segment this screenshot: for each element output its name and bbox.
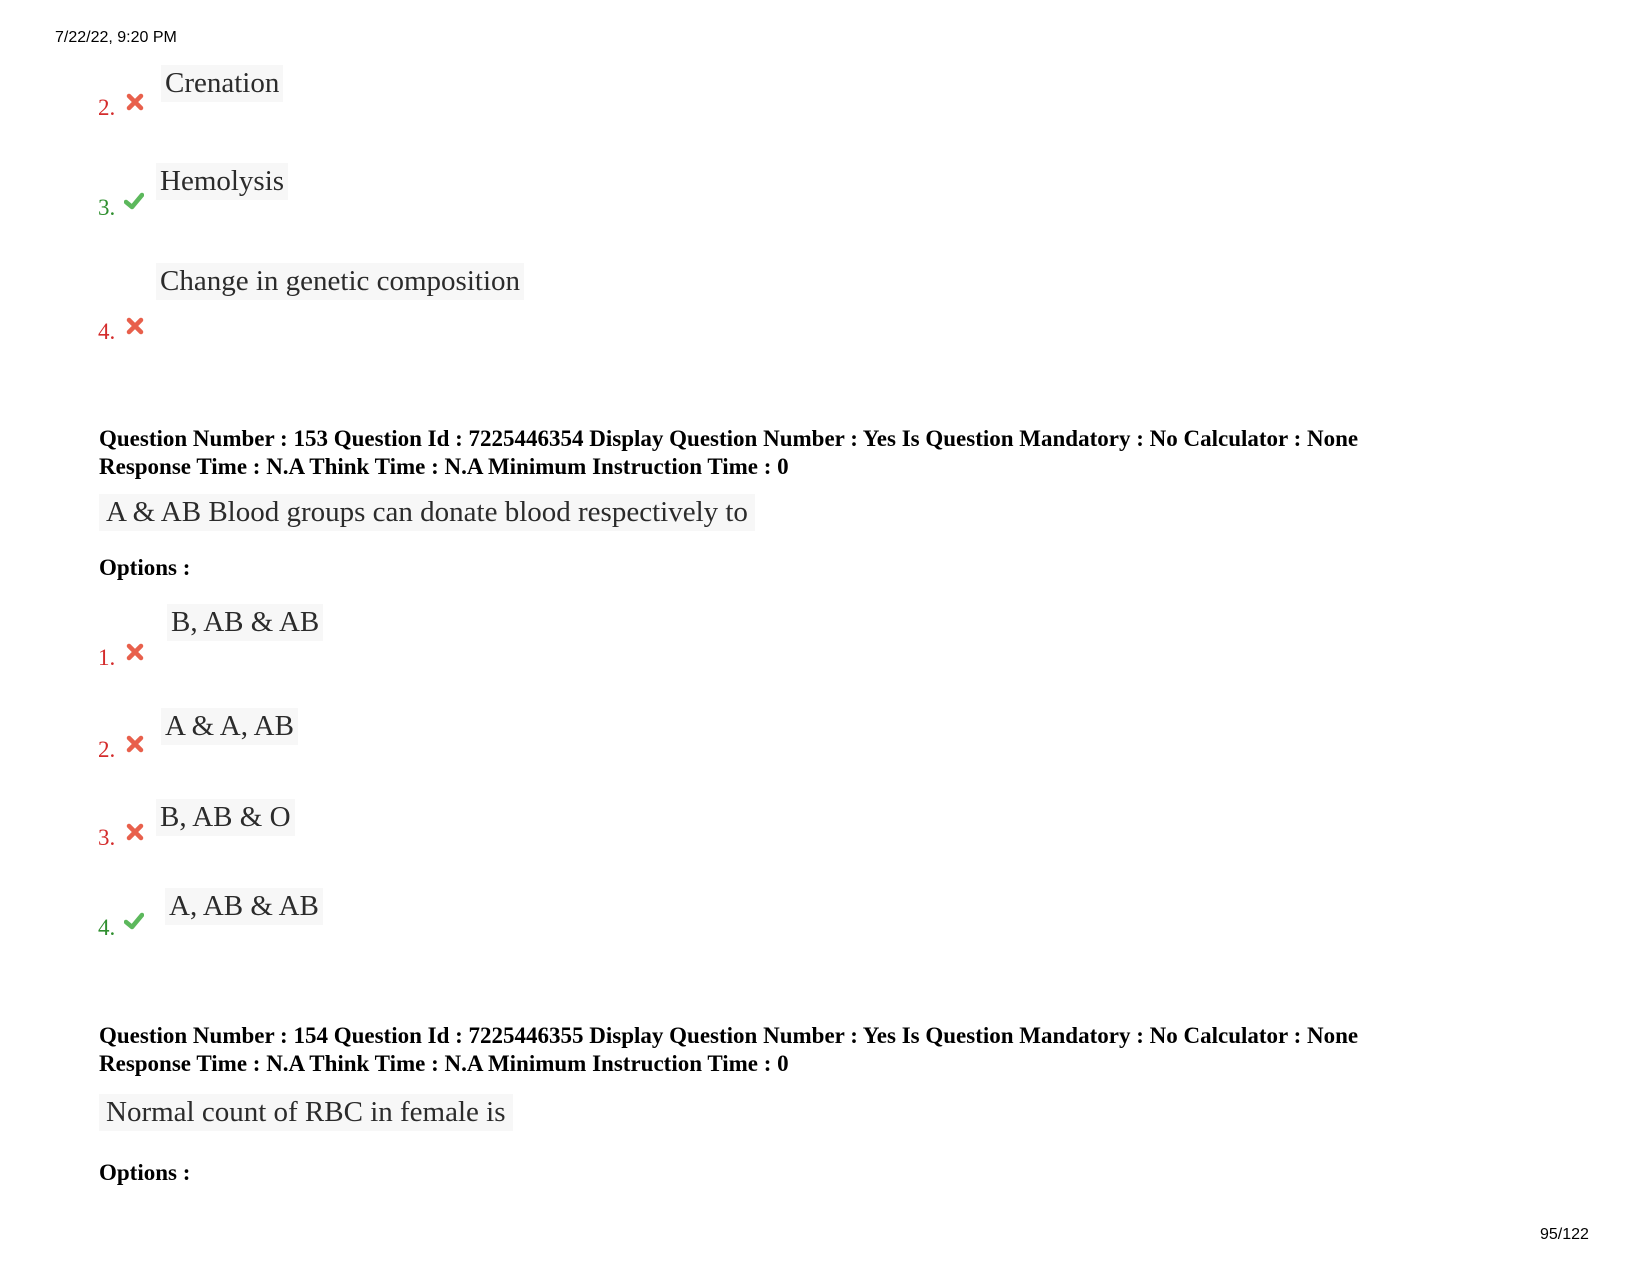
option-text: Change in genetic composition [156, 263, 524, 300]
question-text: A & AB Blood groups can donate blood respectively to [99, 494, 755, 531]
page-number: 95/122 [1540, 1226, 1589, 1243]
options-label: Options : [99, 555, 191, 580]
option-text: A, AB & AB [165, 888, 323, 925]
cross-icon [125, 92, 145, 112]
question-meta-line1: Question Number : 154 Question Id : 7225446355 Display Question Number : Yes Is Question Mandatory : No Calculator : None [99, 1023, 1359, 1048]
cross-icon [125, 316, 145, 336]
option-text: B, AB & O [156, 799, 295, 836]
question-meta [99, 425, 1599, 481]
option-number: 3. [98, 825, 116, 850]
option-text: A & A, AB [161, 708, 298, 745]
option-number: 4. [98, 319, 116, 344]
options-label: Options : [99, 1160, 191, 1185]
cross-icon [125, 822, 145, 842]
question-meta-line1: Question Number : 153 Question Id : 7225446354 Display Question Number : Yes Is Question Mandatory : No Calculator : None [99, 426, 1359, 451]
check-icon [124, 191, 144, 211]
option-text: Crenation [161, 65, 283, 102]
option-number: 4. [98, 915, 116, 940]
question-text: Normal count of RBC in female is [99, 1094, 513, 1131]
question-meta-line2: Response Time : N.A Think Time : N.A Minimum Instruction Time : 0 [99, 1051, 789, 1076]
cross-icon [125, 734, 145, 754]
question-meta [99, 1022, 1599, 1078]
option-number: 2. [98, 95, 116, 120]
check-icon [124, 911, 144, 931]
option-number: 1. [98, 645, 116, 670]
print-datetime: 7/22/22, 9:20 PM [55, 29, 177, 46]
cross-icon [125, 642, 145, 662]
option-text: Hemolysis [156, 163, 288, 200]
option-number: 2. [98, 737, 116, 762]
option-text: B, AB & AB [167, 604, 323, 641]
option-number: 3. [98, 195, 116, 220]
question-meta-line2: Response Time : N.A Think Time : N.A Minimum Instruction Time : 0 [99, 454, 789, 479]
